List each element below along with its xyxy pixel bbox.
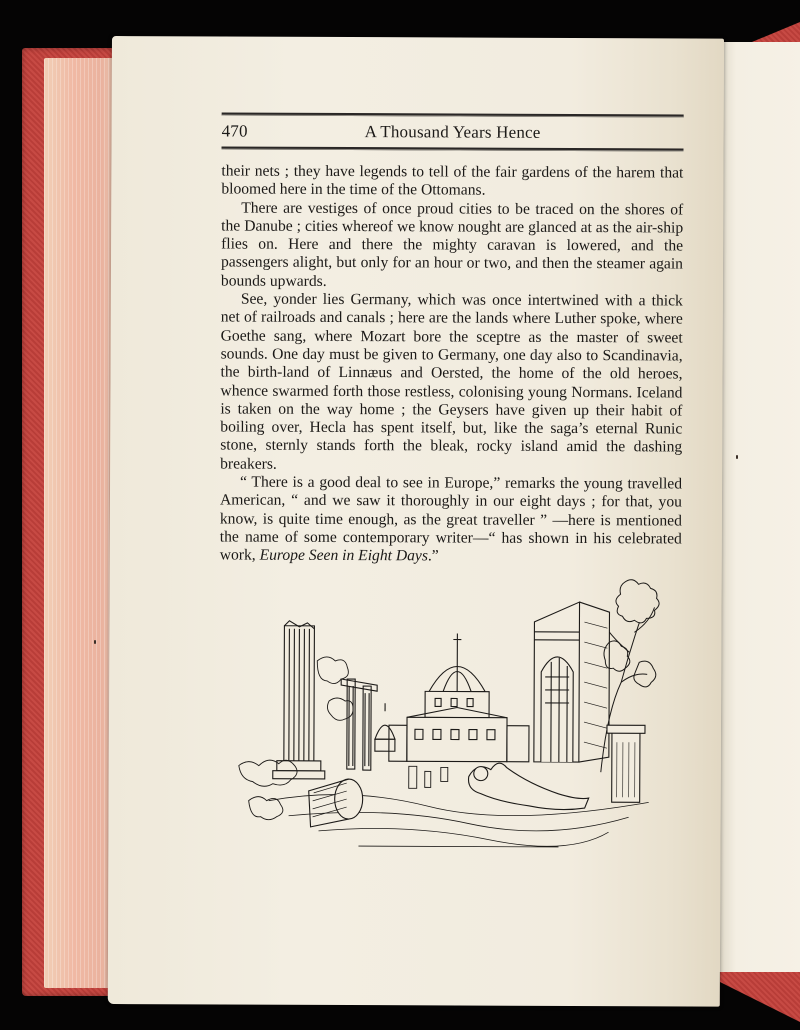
domed-basilica-icon (389, 633, 530, 762)
stray-mark (736, 455, 738, 459)
small-ruins-icon (409, 766, 448, 788)
paragraph-1: their nets ; they have legends to tell of the fair gardens of the harem that bloomed here in the time of the Ottomans. (221, 162, 684, 199)
paragraph-3: See, yonder lies Germany, which was once intertwined with a thick net of railroads and canals ; here are the lands where Luther spoke, where Goethe sang, where Mozart bore the sceptre as the master of sweet sounds. One day must be given to Germany, one day also to Scandinavia, the birth-land of Linnæus and Oersted, the home of the old heroes, whence swarmed forth those restless, colonising young Normans. Iceland is taken on the way home ; the Geysers have given up their habit of boiling over, Hecla has spent itself, but, like the saga’s eternal Runic stone, sternly stands forth the bleak, rocky island amid the dashing breakers. (220, 290, 683, 473)
book-page (108, 36, 724, 1007)
small-dome-icon (375, 703, 395, 751)
stray-mark (94, 640, 96, 644)
page-number: 470 (221, 121, 248, 141)
paragraph-4-end: .” (427, 547, 439, 565)
book-title-italic: Europe Seen in Eight Days (259, 546, 428, 565)
running-title: A Thousand Years Hence (364, 122, 541, 142)
colonnade-icon (341, 679, 377, 770)
paragraph-4-text: “ There is a good deal to see in Europe,” remarks the young travelled American, “ and we saw it thoroughly in our eight days ; for that, you know, is quite time enough, as the great traveller ” —here is mentioned the name of some contemporary writer—“ has shown in his celebrated work, (219, 473, 683, 564)
running-head (222, 112, 684, 151)
broken-column-icon (273, 621, 326, 779)
body-text (220, 162, 684, 567)
pedestal-icon (607, 725, 645, 802)
paragraph-4 (220, 474, 682, 567)
fallen-column-icon (309, 779, 363, 827)
triumphal-arch-icon (534, 602, 610, 762)
paragraph-2: There are vestiges of once proud cities to be traced on the shores of the Danube ; cities whereof we know nought are glanced at as the air-ship flies on. Here and there the mighty caravan is lowered, and the passengers alight, but only for an hour or two, and then the steamer again bounds upwards. (220, 199, 684, 290)
facing-page (718, 42, 800, 972)
ruins-engraving-illustration (228, 561, 679, 863)
ground-hatching (268, 794, 648, 847)
page-fore-edge (44, 58, 116, 988)
fallen-statue-icon (468, 763, 588, 810)
header-row (222, 115, 684, 148)
